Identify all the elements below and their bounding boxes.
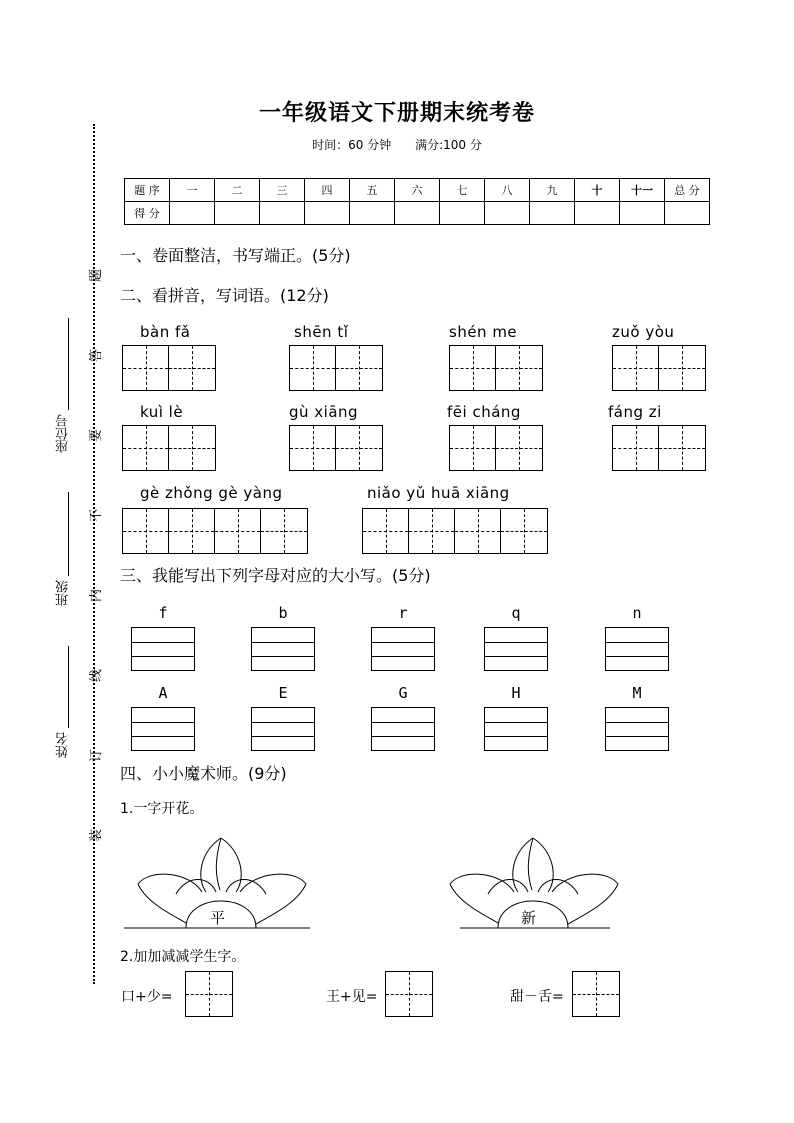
- binding-char: 订: [89, 748, 105, 763]
- score-cell[interactable]: [350, 202, 395, 225]
- upper-letter: E: [278, 684, 288, 702]
- lower-letter: b: [278, 604, 288, 622]
- score-cell[interactable]: [440, 202, 485, 225]
- section-1-heading: 一、卷面整洁，书写端正。(5分): [120, 246, 351, 265]
- binding-char: 线: [89, 668, 105, 683]
- score-cell[interactable]: [485, 202, 530, 225]
- binding-dotted-line: [93, 124, 95, 984]
- letter-writing-box[interactable]: [484, 707, 548, 751]
- score-cell[interactable]: [215, 202, 260, 225]
- writing-grid[interactable]: [449, 345, 543, 391]
- writing-grid[interactable]: [122, 425, 216, 471]
- score-cell[interactable]: [620, 202, 665, 225]
- score-cell[interactable]: [575, 202, 620, 225]
- pinyin-label: kuì lè: [140, 403, 184, 421]
- question-2-label: 2.加加减减学生字。: [120, 949, 246, 965]
- binding-char: 不: [89, 508, 105, 523]
- flower-2-center-char: 新: [521, 909, 537, 927]
- score-cell[interactable]: [305, 202, 350, 225]
- writing-grid[interactable]: [612, 425, 706, 471]
- score-cell[interactable]: [395, 202, 440, 225]
- score-cell[interactable]: [170, 202, 215, 225]
- equation-1: 口+少=: [121, 989, 173, 1005]
- letter-writing-box[interactable]: [251, 627, 315, 671]
- pinyin-label: shén me: [449, 323, 518, 341]
- score-col: 八: [485, 179, 530, 202]
- lower-letter: n: [632, 604, 642, 622]
- exam-subtitle: [0, 136, 794, 153]
- score-table-score-row: [125, 202, 710, 225]
- exam-full-score: 满分:100 分: [415, 138, 482, 152]
- upper-letter: M: [632, 684, 642, 702]
- answer-grid[interactable]: [572, 971, 620, 1017]
- writing-grid[interactable]: [122, 345, 216, 391]
- flower-diagram-2: [440, 832, 640, 936]
- seat-number-label: 座位号: [56, 414, 71, 453]
- pinyin-label: bàn fǎ: [140, 323, 191, 341]
- lower-letter: r: [398, 604, 408, 622]
- name-label: 姓名: [56, 732, 71, 758]
- binding-char: 内: [89, 588, 105, 603]
- score-col: 五: [350, 179, 395, 202]
- score-col: 十一: [620, 179, 665, 202]
- answer-grid[interactable]: [185, 971, 233, 1017]
- score-table-row1-label: 题 序: [125, 179, 170, 202]
- section-2-heading: 二、看拼音，写词语。(12分): [120, 286, 329, 305]
- pinyin-label: gè zhǒng gè yàng: [140, 484, 283, 502]
- writing-grid[interactable]: [449, 425, 543, 471]
- exam-title: 一年级语文下册期末统考卷: [258, 100, 535, 126]
- writing-grid[interactable]: [122, 508, 308, 554]
- score-cell[interactable]: [530, 202, 575, 225]
- answer-grid[interactable]: [385, 971, 433, 1017]
- upper-letter: H: [511, 684, 521, 702]
- score-col: 九: [530, 179, 575, 202]
- pinyin-label: shēn tǐ: [294, 323, 349, 341]
- letter-writing-box[interactable]: [605, 627, 669, 671]
- equation-2: 王+见=: [326, 989, 378, 1005]
- writing-grid[interactable]: [612, 345, 706, 391]
- score-col: 七: [440, 179, 485, 202]
- binding-char: 装: [89, 828, 105, 843]
- section-4-heading: 四、小小魔术师。(9分): [120, 764, 287, 783]
- binding-char: 答: [89, 348, 105, 363]
- class-line[interactable]: [68, 492, 69, 576]
- score-col: 二: [215, 179, 260, 202]
- pinyin-label: gù xiāng: [289, 403, 359, 421]
- score-table-row2-label: 得 分: [125, 202, 170, 225]
- writing-grid[interactable]: [362, 508, 548, 554]
- letter-writing-box[interactable]: [605, 707, 669, 751]
- score-col: 一: [170, 179, 215, 202]
- letter-writing-box[interactable]: [371, 707, 435, 751]
- letter-writing-box[interactable]: [131, 627, 195, 671]
- pinyin-label: zuǒ yòu: [612, 323, 675, 341]
- letter-writing-box[interactable]: [371, 627, 435, 671]
- letter-writing-box[interactable]: [484, 627, 548, 671]
- section-3-heading: 三、我能写出下列字母对应的大小写。(5分): [120, 566, 431, 585]
- score-col: 十: [575, 179, 620, 202]
- writing-grid[interactable]: [289, 425, 383, 471]
- binding-char: 题: [89, 268, 105, 283]
- pinyin-label: fáng zi: [608, 403, 662, 421]
- seat-number-line[interactable]: [68, 318, 69, 410]
- pinyin-label: fēi cháng: [447, 403, 521, 421]
- score-col: 三: [260, 179, 305, 202]
- question-1-label: 1.一字开花。: [120, 801, 204, 817]
- lower-letter: f: [158, 604, 168, 622]
- lower-letter: q: [511, 604, 521, 622]
- upper-letter: A: [158, 684, 168, 702]
- equation-3: 甜－舌=: [510, 989, 564, 1005]
- letter-writing-box[interactable]: [251, 707, 315, 751]
- score-table: [124, 178, 710, 225]
- score-cell[interactable]: [260, 202, 305, 225]
- flower-1-center-char: 平: [210, 909, 226, 927]
- score-cell[interactable]: [665, 202, 710, 225]
- class-label: 班级: [56, 580, 71, 606]
- name-line[interactable]: [68, 646, 69, 728]
- score-col: 四: [305, 179, 350, 202]
- letter-writing-box[interactable]: [131, 707, 195, 751]
- score-col: 六: [395, 179, 440, 202]
- upper-letter: G: [398, 684, 408, 702]
- pinyin-label: niǎo yǔ huā xiāng: [367, 484, 510, 502]
- score-table-header-row: [125, 179, 710, 202]
- score-col-total: 总 分: [665, 179, 710, 202]
- writing-grid[interactable]: [289, 345, 383, 391]
- exam-time: 时间：60 分钟: [312, 138, 392, 152]
- binding-char: 要: [89, 428, 105, 443]
